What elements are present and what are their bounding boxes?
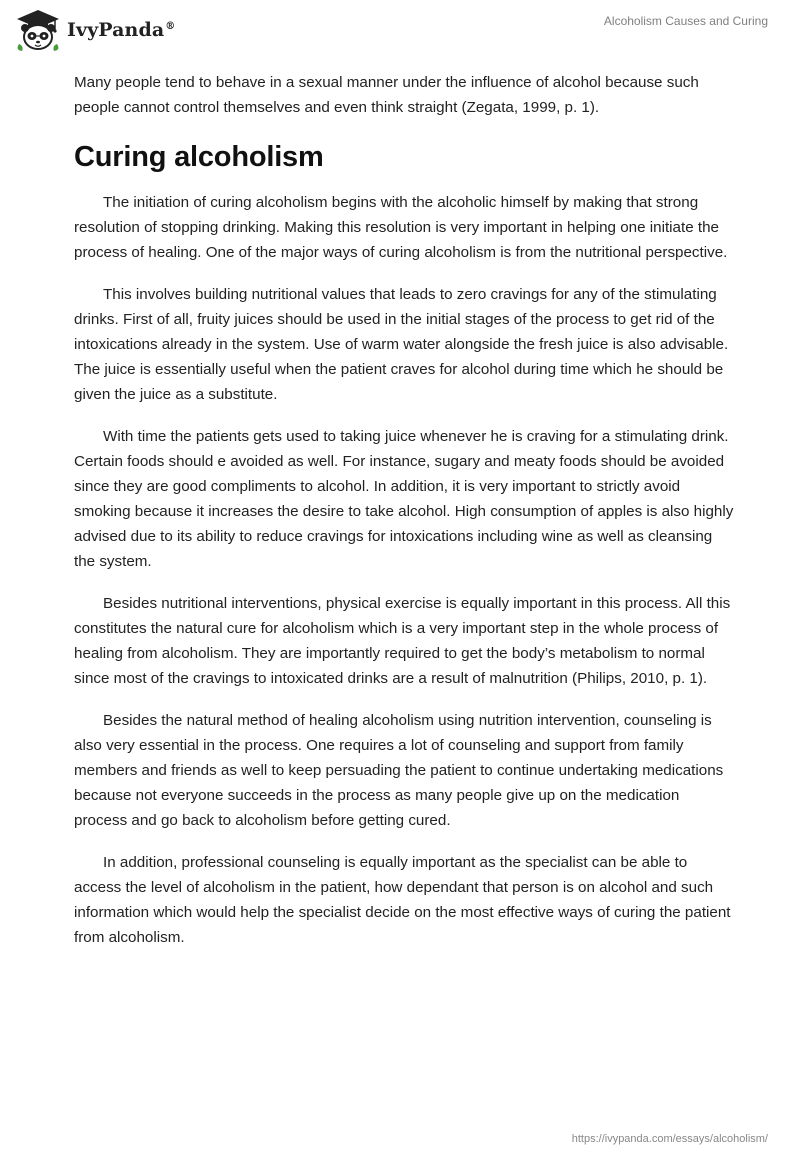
paragraph: In addition, professional counseling is equally important as the specialist can be able to access the level of alcoholism in the patient, how dependant that person is on alcohol and such information which would help the specialist decide on the most effective ways of curing the patient from alcoholism. [74, 854, 731, 946]
page-header [0, 0, 800, 70]
paragraph: With time the patients gets used to taking juice whenever he is craving for a stimulating drink. Certain foods should e avoided as well. For instance, sugary and meaty foods should be avoided since they are good compliments to alcohol. In addition, it is very important to strictly avoid smoking because it increases the desire to take alcohol. High consumption of apples is also highly advised due to its ability to reduce cravings for intoxications including wine as well as cleansing the system. [74, 428, 734, 570]
paragraph: Besides the natural method of healing alcoholism using nutrition intervention, counseling is also very essential in the process. One requires a lot of counseling and support from family members and friends as well to keep persuading the patient to continue undertaking medications because not everyone succeeds in the process as many people give up on the medication process and go back to alcoholism before getting cured. [74, 712, 724, 829]
running-title: Alcoholism Causes and Curing [603, 14, 768, 28]
section-heading: Curing alcoholism [74, 141, 324, 173]
panda-graduate-icon [15, 8, 61, 52]
paragraph: This involves building nutritional values that leads to zero cravings for any of the stimulating drinks. First of all, fruity juices should be used in the initial stages of the process to get rid of the intoxications already in the system. Use of warm water alongside the fresh juice is also advisable. The juice is essentially useful when the patient craves for alcohol during time which he should be given the juice as a substitute. [74, 286, 729, 403]
essay-content [74, 70, 734, 967]
intro-paragraph: Many people tend to behave in a sexual manner under the influence of alcohol because such people cannot control themselves and even think straight (Zegata, 1999, p. 1). [74, 74, 699, 116]
logo-wordmark: IvyPanda® [67, 19, 176, 41]
ivypanda-logo[interactable] [15, 8, 175, 52]
source-url[interactable]: https://ivypanda.com/essays/alcoholism/ [571, 1133, 768, 1145]
paragraph: The initiation of curing alcoholism begins with the alcoholic himself by making that strong resolution of stopping drinking. Making this resolution is very important in helping one initiate the process of healing. One of the major ways of curing alcoholism is from the nutritional perspective. [74, 194, 728, 261]
paragraph: Besides nutritional interventions, physical exercise is equally important in this process. All this constitutes the natural cure for alcoholism which is a very important step in the whole process of healing from alcoholism. They are importantly required to get the body’s metabolism to normal since most of the cravings to intoxicated drinks are a result of malnutrition (Philips, 2010, p. 1). [74, 595, 731, 687]
